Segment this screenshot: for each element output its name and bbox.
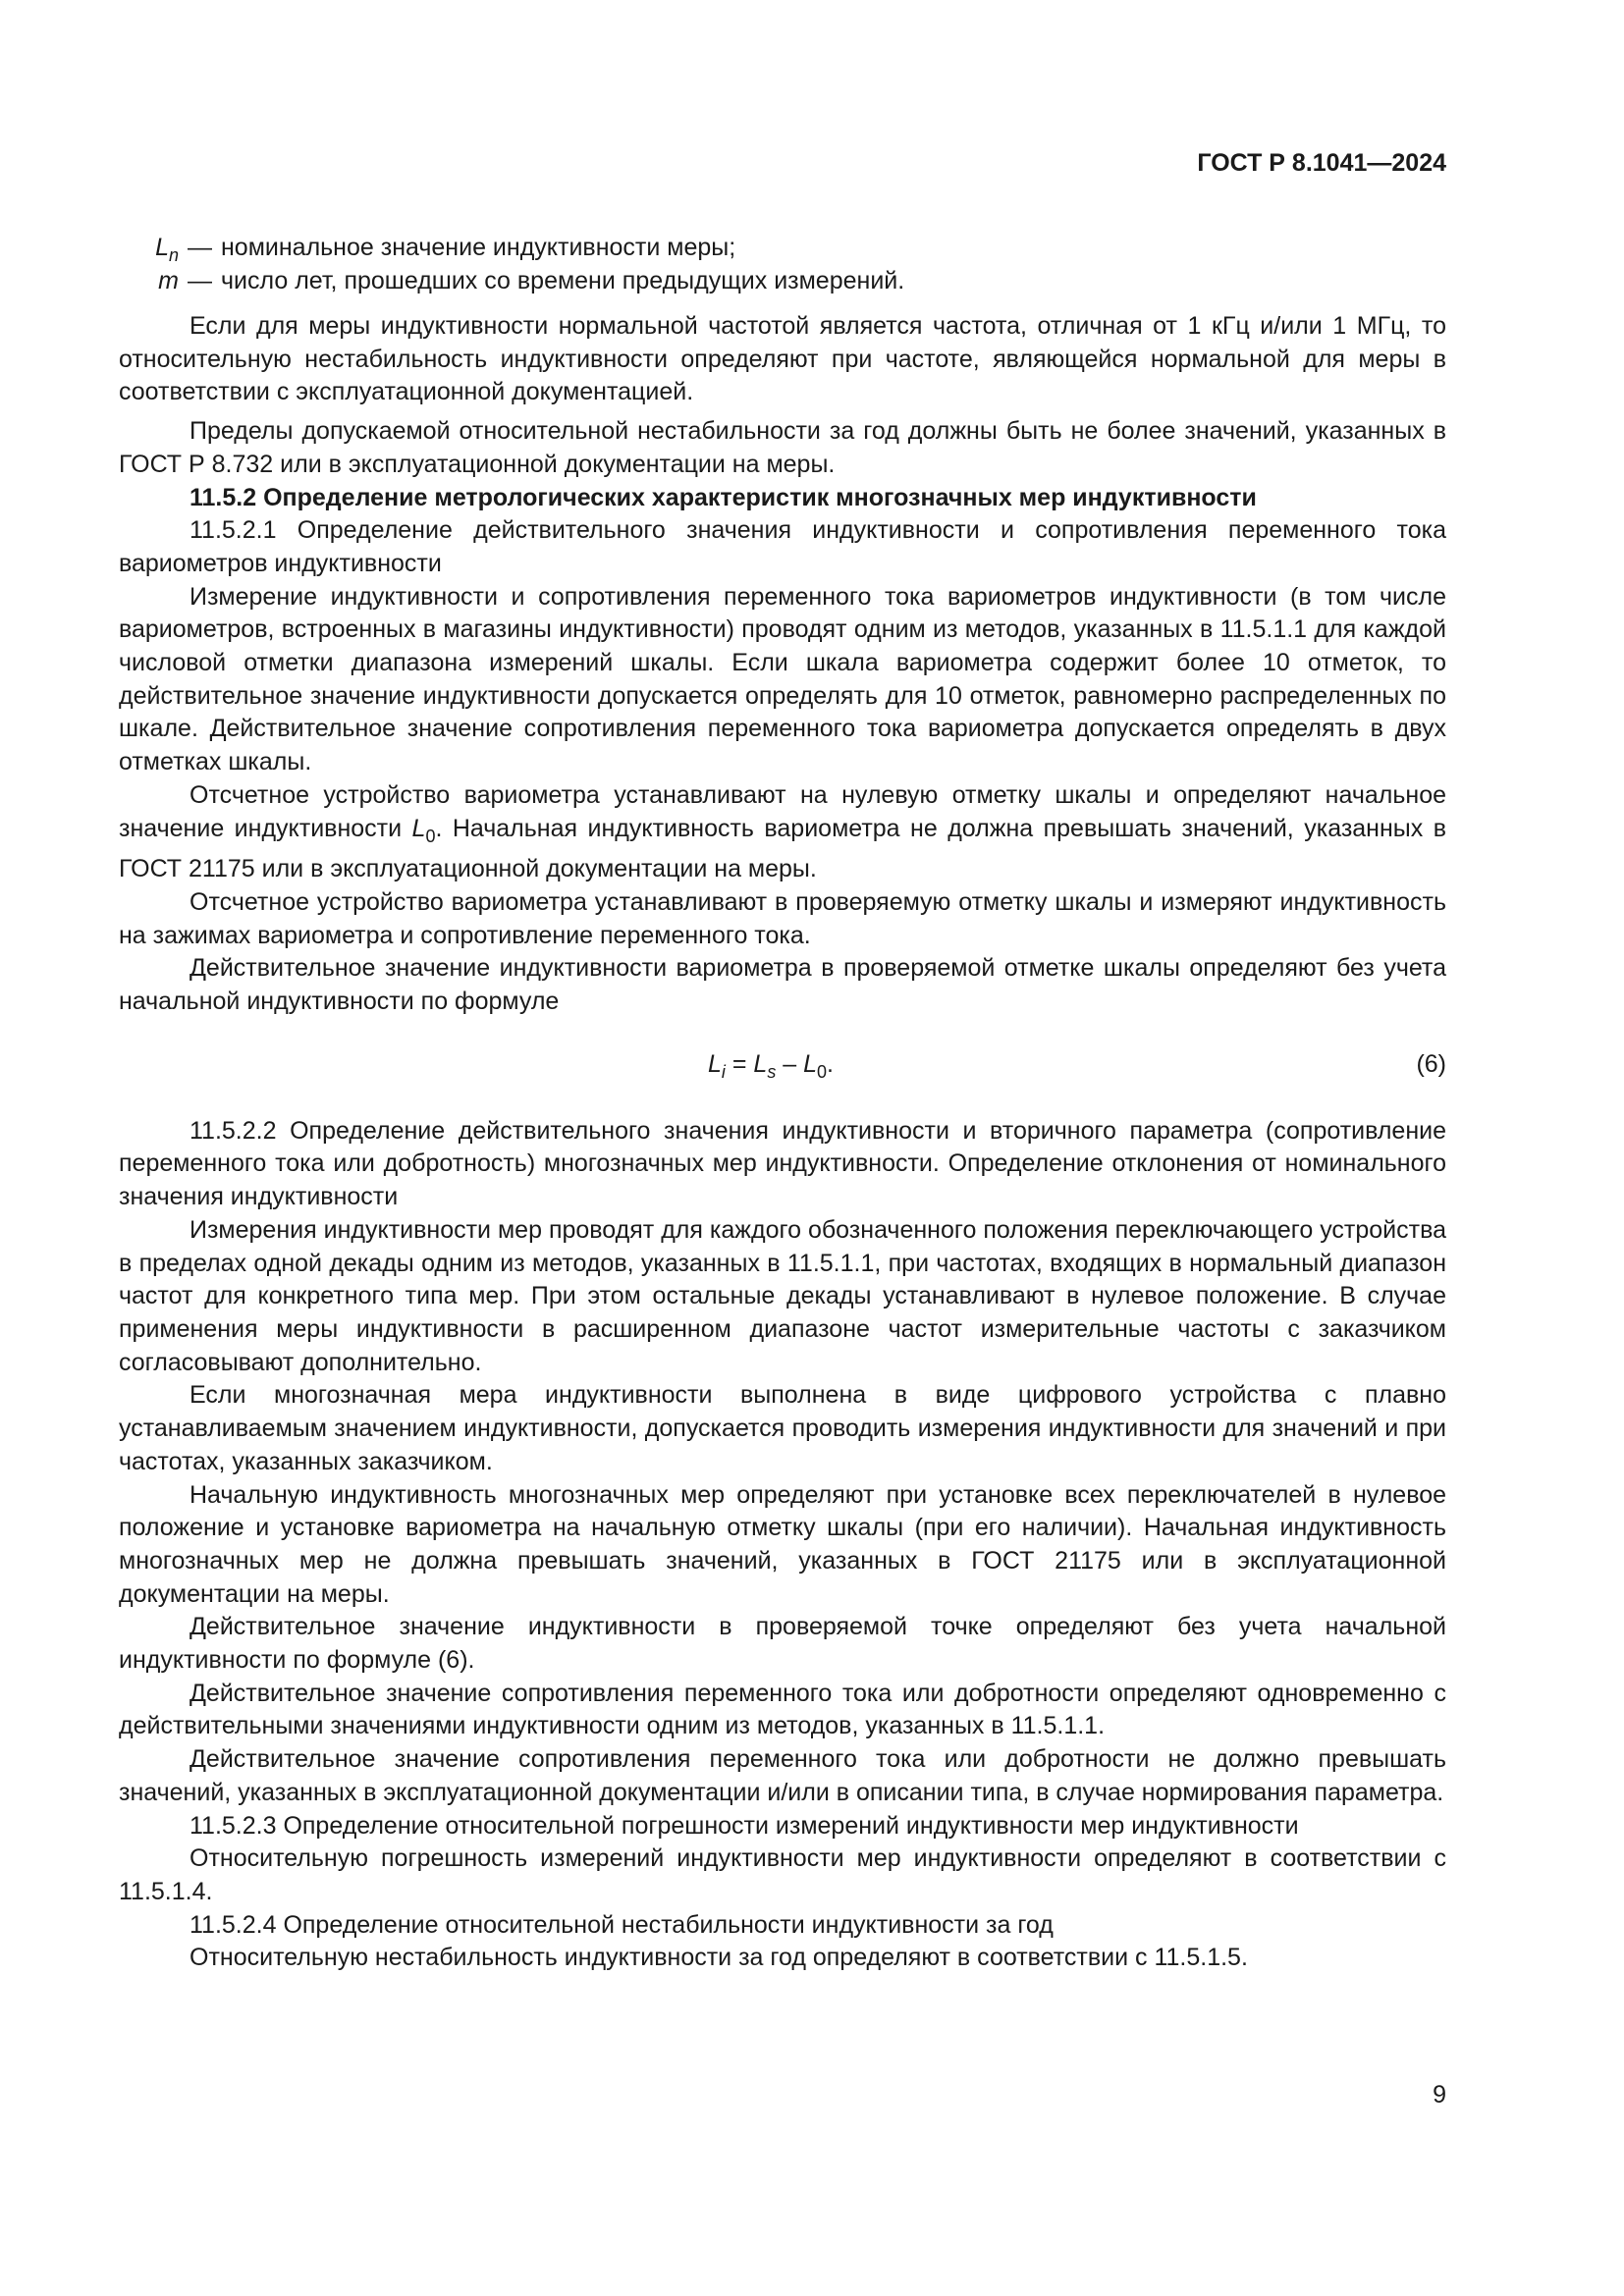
- paragraph: Если для меры индуктивности нормальной частотой является частота, отличная от 1 кГц и/или 1 МГц, то относительную нестабильность индуктивности определяют при частоте, являющейся нормальной для меры в соответствии с эксплуатационной документацией.: [119, 312, 1446, 406]
- paragraph: Начальную индуктивность многозначных мер определяют при установке всех переключателей в нулевое положение и установке вариометра на начальную отметку шкалы (при его наличии). Начальная индуктивность многозначных мер не должна превышать значений, указанных в ГОСТ 21175 или в эксплуатационной документации на меры.: [119, 1480, 1446, 1608]
- subsection-title: 11.5.2.2 Определение действительного значения индуктивности и вторичного параметра (сопротивление переменного тока или добротность) многозначных мер индуктивности. Определение отклонения от номинального значения индуктивности: [119, 1116, 1446, 1211]
- paragraph: Относительную нестабильность индуктивности за год определяют в соответствии с 11.5.1.5.: [189, 1944, 1248, 1972]
- definition-text: число лет, прошедших со времени предыдущих измерений.: [221, 267, 905, 294]
- definition-symbol: m: [158, 267, 179, 294]
- paragraph: Отсчетное устройство вариометра устанавливают в проверяемую отметку шкалы и измеряют индуктивность на зажимах вариометра и сопротивление переменного тока.: [119, 887, 1446, 949]
- definition-text: номинальное значение индуктивности меры;: [221, 234, 736, 261]
- definition-dash: —: [188, 234, 212, 261]
- paragraph: Измерение индуктивности и сопротивления переменного тока вариометров индуктивности (в том числе вариометров, встроенных в магазины индуктивности) проводят одним из методов, указанных в 11.5.1.1 для каждой числовой отметки диапазона измерений шкалы. Если шкала вариометра содержит более 10 отметок, то действительное значение индуктивности допускается определять для 10 отметок, равномерно распределенных по шкале. Действительное значение сопротивления переменного тока вариометра допускается определять в двух отметках шкалы.: [119, 582, 1446, 776]
- paragraph: Действительное значение сопротивления переменного тока или добротности определяют одновременно с действительными значениями индуктивности одним из методов, указанных в 11.5.1.1.: [119, 1679, 1446, 1740]
- paragraph: Действительное значение сопротивления переменного тока или добротности не должно превышать значений, указанных в эксплуатационной документации и/или в описании типа, в случае нормирования параметра.: [119, 1745, 1446, 1806]
- formula-expression: $L_i = L_s - L_0$.: [708, 1049, 834, 1082]
- paragraph: Если многозначная мера индуктивности выполнена в виде цифрового устройства с плавно устанавливаемым значением индуктивности, допускается проводить измерения индуктивности для значений и при частотах, указанных заказчиком.: [119, 1381, 1446, 1475]
- subsection-title: 11.5.2.3 Определение относительной погрешности измерений индуктивности мер индуктивности: [189, 1811, 1299, 1840]
- formula-6: [119, 1048, 1446, 1082]
- paragraph: Действительное значение индуктивности вариометра в проверяемой отметке шкалы определяют без учета начальной индуктивности по формуле: [119, 954, 1446, 1016]
- definition-row: [119, 232, 1446, 265]
- formula-number: (6): [1416, 1049, 1446, 1078]
- definition-symbol: $L_n$: [155, 234, 179, 265]
- paragraph: Пределы допускаемой относительной нестабильности за год должны быть не более значений, указанных в ГОСТ Р 8.732 или в эксплуатационной документации на меры.: [119, 417, 1446, 478]
- document-body: [119, 232, 1446, 1975]
- subsection-title: 11.5.2.1 Определение действительного значения индуктивности и сопротивления переменного тока вариометров индуктивности: [119, 516, 1446, 577]
- page-number: 9: [1433, 2081, 1446, 2109]
- section-heading: 11.5.2 Определение метрологических характеристик многозначных мер индуктивности: [189, 483, 1257, 511]
- paragraph: Отсчетное устройство вариометра устанавливают на нулевую отметку шкалы и определяют начальное значение индуктивности $L_0$. Начальная индуктивность вариометра не должна превышать значений, указанных в ГОСТ 21175 или в эксплуатационной документации на меры.: [119, 780, 1446, 883]
- subsection-title: 11.5.2.4 Определение относительной нестабильности индуктивности за год: [189, 1910, 1054, 1939]
- definition-row: [119, 265, 1446, 298]
- document-header: ГОСТ Р 8.1041—2024: [1197, 149, 1446, 177]
- definition-dash: —: [188, 267, 212, 294]
- paragraph: Относительную погрешность измерений индуктивности мер индуктивности определяют в соответствии с 11.5.1.4.: [119, 1844, 1446, 1905]
- paragraph: Измерения индуктивности мер проводят для каждого обозначенного положения переключающего устройства в пределах одной декады одним из методов, указанных в 11.5.1.1, при частотах, входящих в нормальный диапазон частот для конкретного типа мер. При этом остальные декады устанавливают в нулевое положение. В случае применения меры индуктивности в расширенном диапазоне частот измерительные частоты с заказчиком согласовывают дополнительно.: [119, 1215, 1446, 1376]
- symbol-definitions: [119, 232, 1446, 298]
- paragraph: Действительное значение индуктивности в проверяемой точке определяют без учета начальной индуктивности по формуле (6).: [119, 1613, 1446, 1675]
- l0-symbol: L: [411, 814, 426, 842]
